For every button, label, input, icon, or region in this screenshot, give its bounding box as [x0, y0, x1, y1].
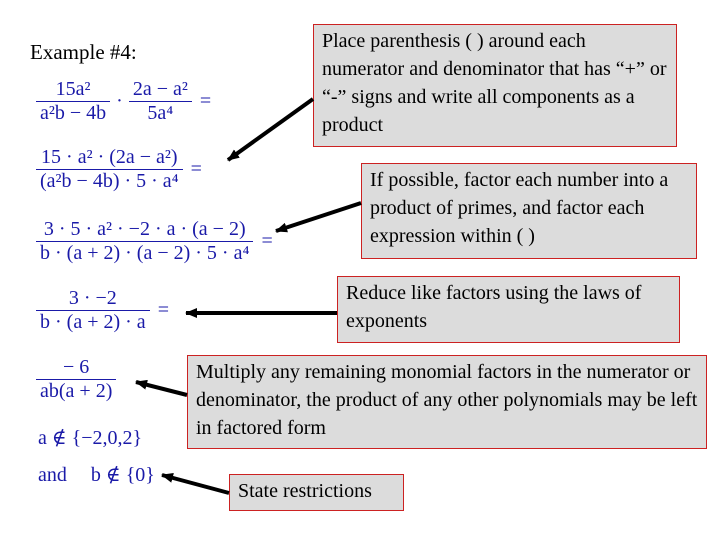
note-factor: If possible, factor each number into a product of primes, and factor each expression within ( ) — [361, 163, 697, 259]
numerator: 15 · a² · (2a − a²) — [41, 146, 178, 168]
note-restrictions: State restrictions — [229, 474, 404, 511]
equals-sign: = — [199, 90, 212, 112]
note-reduce: Reduce like factors using the laws of exponents — [337, 276, 680, 343]
arrow-to-restrictions — [162, 475, 229, 493]
numerator: 15a² — [55, 78, 91, 100]
denominator: b · (a + 2) · (a − 2) · 5 · a⁴ — [40, 242, 250, 264]
numerator: 2a − a² — [132, 78, 188, 100]
note-parentheses: Place parenthesis ( ) around each numerator and denominator that has “+” or “-” signs and write all components as a product — [313, 24, 677, 147]
numerator: − 6 — [63, 356, 90, 378]
arrow-to-step-3 — [276, 203, 361, 231]
denominator: a²b − 4b — [40, 102, 107, 124]
restriction-a: a ∉ {−2,0,2} — [38, 427, 143, 449]
equals-sign: = — [190, 158, 202, 180]
equals-sign: = — [261, 230, 273, 252]
denominator: ab(a + 2) — [40, 380, 113, 402]
step-1: $\frac{\text{15a²}}{\text{a²b − 4b}}$ · $\frac{\text{2a − a²}}{\text{5a⁴}}$ = — [36, 78, 211, 125]
note-multiply: Multiply any remaining monomial factors in the numerator or denominator, the product of any other polynomials may be left in factored form — [187, 355, 707, 449]
arrow-to-step-2 — [228, 99, 313, 160]
page-title: Example #4: — [30, 40, 137, 64]
denominator: b · (a + 2) · a — [40, 311, 146, 333]
denominator: (a²b − 4b) · 5 · a⁴ — [40, 170, 179, 192]
equals-sign: = — [157, 299, 169, 321]
denominator: 5a⁴ — [147, 102, 174, 124]
restriction-b: b ∉ {0} — [90, 464, 155, 486]
numerator: 3 · 5 · a² · −2 · a · (a − 2) — [43, 218, 246, 240]
numerator: 3 · −2 — [68, 287, 117, 309]
arrow-to-step-5 — [136, 382, 187, 395]
and-label: and — [38, 464, 67, 486]
